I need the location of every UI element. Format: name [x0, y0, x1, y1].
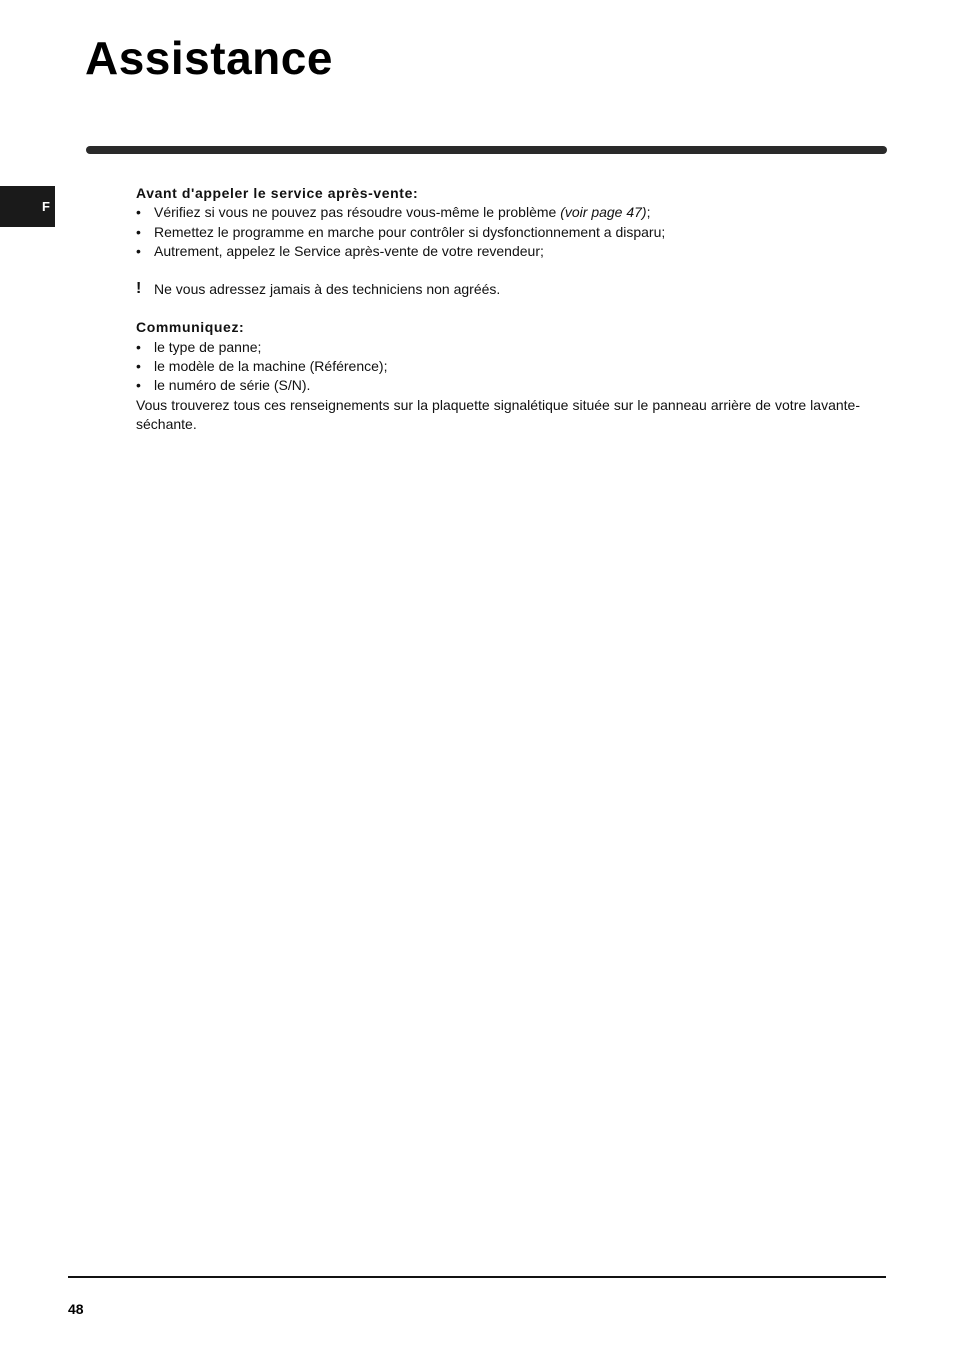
- main-content: [136, 184, 860, 434]
- communicate-list: [136, 338, 860, 396]
- exclamation-icon: !: [136, 280, 142, 298]
- page-number: 48: [68, 1301, 84, 1317]
- section-heading-communicate: Communiquez:: [136, 319, 245, 336]
- list-item: • le type de panne;: [136, 338, 860, 357]
- page-title: Assistance: [85, 32, 333, 84]
- list-item: • le modèle de la machine (Référence);: [136, 357, 860, 376]
- info-paragraph: Vous trouverez tous ces renseignements sur la plaquette signalétique située sur le panneau arrière de votre lavante-séchante.: [136, 396, 860, 432]
- warning-text: Ne vous adressez jamais à des techniciens non agréés.: [154, 281, 501, 298]
- title-rule: [86, 146, 887, 154]
- footer-rule: [68, 1276, 886, 1278]
- language-tab-label: F: [42, 199, 50, 214]
- warning-note: [136, 280, 860, 299]
- language-tab: [0, 186, 55, 227]
- list-item: • Autrement, appelez le Service après-vente de votre revendeur;: [136, 242, 860, 261]
- list-item: • Vérifiez si vous ne pouvez pas résoudre vous-même le problème (voir page 47);: [136, 203, 860, 222]
- section-heading-before-calling: Avant d'appeler le service après-vente:: [136, 185, 419, 201]
- before-calling-list: [136, 203, 860, 261]
- list-item: • le numéro de série (S/N).: [136, 376, 860, 395]
- list-item: • Remettez le programme en marche pour contrôler si dysfonctionnement a disparu;: [136, 223, 860, 242]
- page-reference: (voir page 47): [560, 204, 647, 221]
